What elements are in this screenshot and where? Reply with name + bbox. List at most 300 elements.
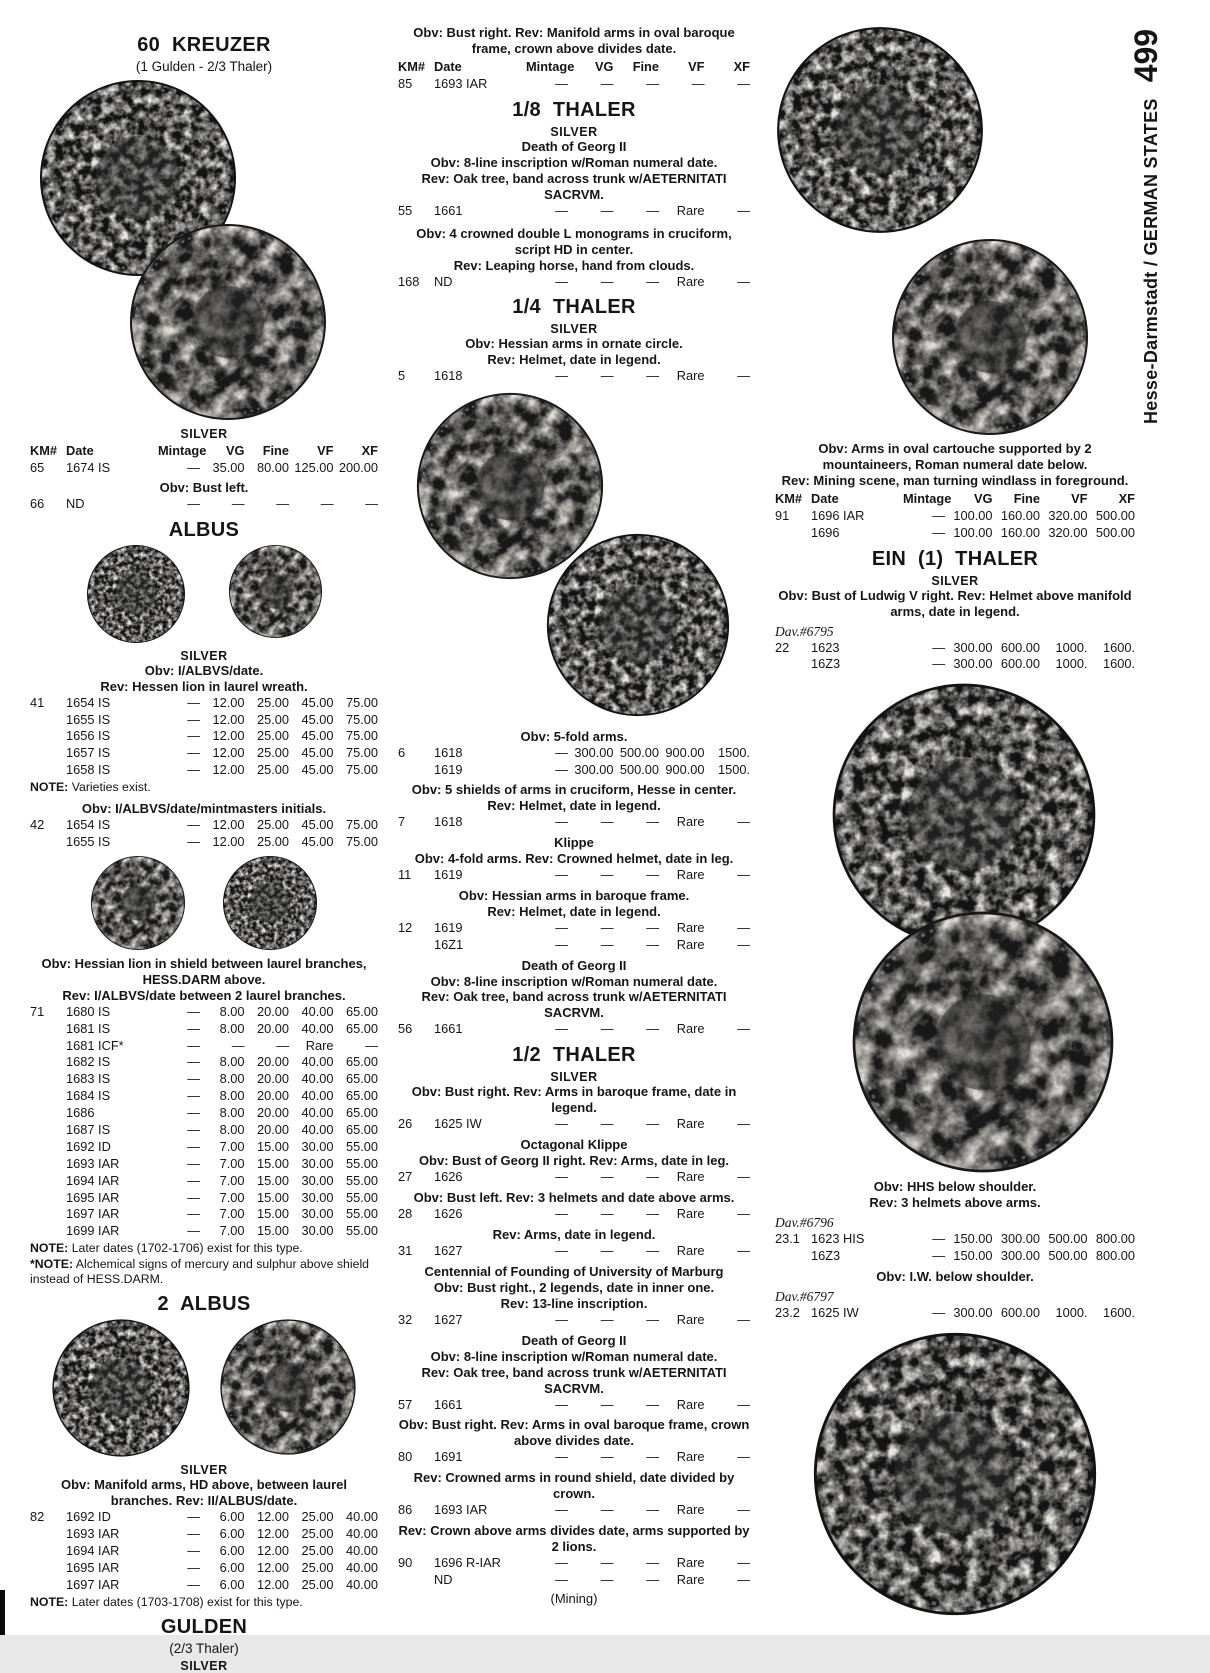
table-row [398, 368, 750, 385]
km-number: 31 [398, 1242, 413, 1258]
value-cell: 1000. [1055, 656, 1088, 672]
value-cell: 12.00 [212, 694, 245, 710]
value-cell: — [187, 1105, 200, 1121]
value-cell: 500.00 [619, 762, 659, 778]
value-cell: 800.00 [1095, 1231, 1135, 1247]
coin-image [86, 544, 186, 644]
coin-description: Rev: Oak tree, band across trunk w/AETERNITATI SACRVM. [421, 170, 727, 202]
price-table [30, 1509, 378, 1593]
section-title-albus: ALBUS [168, 518, 240, 541]
value-cell: 8.00 [219, 1105, 245, 1121]
value-cell: — [555, 814, 568, 830]
value-cell: 15.00 [256, 1155, 289, 1171]
coin-description: Rev: Helmet, date in legend. [487, 903, 661, 919]
value-cell: — [932, 507, 945, 523]
value-cell: — [555, 1206, 568, 1222]
value-cell: — [600, 1169, 614, 1185]
km-number [30, 1139, 66, 1156]
date-cell: 1684 IS [66, 1088, 111, 1104]
metal-label: SILVER [180, 1658, 228, 1673]
date-cell: 1683 IS [66, 1071, 111, 1087]
km-number: 23.1 [775, 1231, 800, 1247]
value-cell: 15.00 [256, 1172, 289, 1188]
section-title-2-albus: 2 ALBUS [157, 1293, 251, 1316]
shape-label: Klippe [554, 834, 594, 850]
price-table [398, 1397, 750, 1414]
date-cell: 1682 IS [66, 1054, 111, 1070]
value-cell: — [600, 368, 614, 384]
value-cell: — [737, 1116, 750, 1132]
km-number: 57 [398, 1396, 413, 1412]
table-row [30, 1105, 378, 1122]
km-number: 82 [30, 1509, 45, 1525]
value-cell: — [187, 1054, 200, 1070]
km-number [30, 745, 66, 762]
coin-description: Obv: Bust right., 2 legends, date in inner one. [433, 1279, 715, 1295]
table-row [30, 834, 378, 851]
coin-description: Obv: Hessian lion in shield between laurel branches, HESS.DARM above. [41, 955, 367, 987]
km-number [30, 1577, 66, 1594]
value-cell: Rare [676, 273, 705, 289]
value-cell: 55.00 [345, 1172, 378, 1188]
value-cell: 45.00 [301, 711, 334, 727]
value-cell: Rare [676, 1555, 705, 1571]
value-cell: — [646, 1169, 659, 1185]
value-cell: — [187, 1003, 200, 1019]
km-number: 86 [398, 1502, 413, 1518]
metal-label: SILVER [931, 573, 979, 588]
value-cell: Rare [676, 1572, 705, 1588]
km-number: 12 [398, 919, 413, 935]
km-number [398, 937, 434, 954]
km-number: 11 [398, 866, 412, 882]
km-number [398, 762, 434, 779]
value-cell: 40.00 [301, 1071, 334, 1087]
value-cell: — [737, 202, 750, 218]
date-cell: ND [66, 495, 85, 511]
price-table [398, 814, 750, 831]
date-cell: 1619 [434, 919, 463, 935]
value-cell: — [555, 368, 568, 384]
price-table [30, 460, 378, 477]
coin-description: Obv: Arms in oval cartouche supported by 2 mountaineers, Roman numeral date below. [818, 441, 1092, 472]
value-cell: 12.00 [212, 728, 245, 744]
price-table [398, 1116, 750, 1133]
date-cell: 1623 HIS [811, 1231, 865, 1247]
value-cell: 25.00 [301, 1576, 334, 1592]
date-cell: 1694 IAR [66, 1172, 120, 1188]
table-row [398, 745, 750, 762]
value-cell: 25.00 [301, 1509, 334, 1525]
value-cell: — [187, 1138, 200, 1154]
value-cell: 320.00 [1048, 524, 1088, 540]
coin-description: Obv: Hessian arms in baroque frame. [458, 887, 690, 903]
value-cell: 20.00 [256, 1003, 289, 1019]
date-cell: 1696 R-IAR [434, 1555, 501, 1571]
km-number: 22 [775, 639, 790, 655]
value-cell: — [555, 936, 568, 952]
value-cell: 20.00 [256, 1054, 289, 1070]
value-cell: 40.00 [345, 1543, 378, 1559]
value-cell: 40.00 [301, 1054, 334, 1070]
value-cell: — [187, 1189, 200, 1205]
date-cell: 1626 [434, 1206, 463, 1222]
km-number [30, 1038, 66, 1055]
value-cell: 6.00 [219, 1509, 245, 1525]
value-cell: — [555, 1021, 568, 1037]
value-cell: 20.00 [256, 1071, 289, 1087]
coin-photo-group [398, 391, 750, 725]
value-cell: — [555, 1502, 568, 1518]
value-cell: — [555, 1555, 568, 1571]
coin-image [890, 237, 1090, 437]
value-cell: — [737, 75, 750, 91]
km-number: 80 [398, 1449, 413, 1465]
coin-photo-group [30, 544, 378, 646]
date-cell: 1618 [434, 814, 463, 830]
value-cell: — [555, 745, 568, 761]
value-cell: 65.00 [345, 1122, 378, 1138]
table-row [775, 1248, 1135, 1265]
value-cell: — [646, 202, 659, 218]
date-cell: 1619 [434, 866, 463, 882]
value-cell: 300.00 [574, 762, 614, 778]
value-cell: 30.00 [301, 1189, 334, 1205]
coin-description: Obv: I/ALBVS/date. [144, 662, 264, 678]
value-cell: — [600, 75, 614, 91]
value-cell: — [737, 1449, 750, 1465]
coin-image [128, 222, 328, 422]
note: *NOTE: Alchemical signs of mercury and sulphur above shield instead of HESS.DARM. [30, 1257, 370, 1287]
price-table [775, 640, 1135, 674]
value-cell: — [555, 1396, 568, 1412]
table-row [775, 640, 1135, 657]
value-cell: 160.00 [1000, 524, 1040, 540]
date-cell: 1695 IAR [66, 1559, 120, 1575]
value-cell: 800.00 [1095, 1248, 1135, 1264]
coin-description: Obv: 8-line inscription w/Roman numeral date. [430, 1348, 718, 1364]
value-cell: 25.00 [256, 817, 289, 833]
date-cell: 1697 IAR [66, 1206, 120, 1222]
table-row [398, 814, 750, 831]
value-cell: — [600, 919, 614, 935]
date-cell: ND [434, 273, 453, 289]
coin-description: Rev: Oak tree, band across trunk w/AETERNITATI SACRVM. [421, 989, 727, 1021]
coin-description: Obv: Bust left. [159, 479, 249, 495]
value-cell: 500.00 [1095, 507, 1135, 523]
value-cell: 25.00 [256, 711, 289, 727]
date-cell: 1625 IW [811, 1305, 859, 1321]
value-cell: Rare [676, 1502, 705, 1518]
value-cell: 25.00 [256, 745, 289, 761]
date-cell: 1619 [434, 762, 463, 778]
coin-description: Obv: Bust right. Rev: Arms in baroque frame, date in legend. [411, 1084, 737, 1116]
value-cell: — [646, 919, 659, 935]
date-cell: 1658 IS [66, 762, 111, 778]
value-cell: 65.00 [345, 1071, 378, 1087]
value-cell: 12.00 [212, 745, 245, 761]
value-cell: 300.00 [1000, 1248, 1040, 1264]
value-cell: 65.00 [345, 1088, 378, 1104]
value-cell: — [276, 1037, 289, 1053]
value-cell: 20.00 [256, 1122, 289, 1138]
value-cell: 300.00 [953, 1305, 993, 1321]
km-number: 66 [30, 495, 45, 511]
coin-image [90, 855, 186, 951]
value-cell: — [365, 495, 378, 511]
price-table [398, 920, 750, 954]
value-cell: 45.00 [301, 745, 334, 761]
value-cell: — [600, 1572, 614, 1588]
coin-description: Obv: Manifold arms, HD above, between laurel branches. Rev: II/ALBUS/date. [60, 1477, 348, 1509]
section-title-60-kreuzer: 60 KREUZER [137, 34, 271, 56]
date-cell: 16Z1 [434, 936, 464, 952]
value-cell: 12.00 [212, 833, 245, 849]
value-cell: — [646, 1311, 659, 1327]
value-cell: 15.00 [256, 1223, 289, 1239]
value-cell: 6.00 [219, 1559, 245, 1575]
date-cell: 1693 IAR [434, 75, 488, 91]
coin-description: Rev: Crowned arms in round shield, date divided by crown. [413, 1470, 735, 1502]
km-number [30, 834, 66, 851]
value-cell: — [737, 1021, 750, 1037]
km-number [775, 1248, 811, 1265]
table-row [398, 1397, 750, 1414]
value-cell: — [646, 1555, 659, 1571]
value-cell: 150.00 [953, 1231, 993, 1247]
km-number: 23.2 [775, 1305, 800, 1321]
value-cell: — [600, 1502, 614, 1518]
date-cell: 1692 ID [66, 1509, 111, 1525]
table-row [30, 695, 378, 712]
value-cell: Rare [676, 1169, 705, 1185]
date-cell: 1657 IS [66, 745, 111, 761]
km-number: 71 [30, 1003, 45, 1019]
value-cell: 125.00 [294, 459, 334, 475]
value-cell: Rare [676, 202, 705, 218]
coin-photo-group [775, 681, 1135, 1175]
value-cell: — [187, 711, 200, 727]
coin-description: Obv: Bust right. Rev: Manifold arms in oval baroque frame, crown above divides date. [413, 25, 735, 56]
date-cell: 1627 [434, 1311, 463, 1327]
value-cell: 45.00 [301, 762, 334, 778]
km-number: 42 [30, 817, 45, 833]
coin-description: Rev: 13-line inscription. [500, 1295, 648, 1311]
price-table [775, 508, 1135, 542]
value-cell: — [187, 1172, 200, 1188]
shape-label: Octagonal Klippe [520, 1137, 628, 1153]
value-cell: 75.00 [345, 817, 378, 833]
value-cell: 320.00 [1048, 507, 1088, 523]
table-row [398, 762, 750, 779]
value-cell: 12.00 [256, 1526, 289, 1542]
value-cell: — [555, 1116, 568, 1132]
coin-description: Obv: 8-line inscription w/Roman numeral date. [430, 154, 718, 170]
value-cell: — [187, 1206, 200, 1222]
coin-image [219, 1318, 357, 1456]
price-table [398, 1169, 750, 1186]
coin-description: Obv: 4 crowned double L monograms in cruciform, script HD in center. [416, 225, 732, 257]
value-cell: 20.00 [256, 1020, 289, 1036]
table-row [30, 1071, 378, 1088]
table-row [30, 745, 378, 762]
price-table [775, 1305, 1135, 1322]
km-number: 90 [398, 1555, 413, 1571]
right-column [775, 0, 1135, 1618]
table-row [398, 867, 750, 884]
km-number: 32 [398, 1311, 413, 1327]
value-cell: 6.00 [219, 1543, 245, 1559]
date-cell: 16Z3 [811, 656, 841, 672]
value-cell: — [555, 202, 568, 218]
value-cell: Rare [676, 368, 705, 384]
value-cell: — [646, 936, 659, 952]
date-cell: 1618 [434, 368, 463, 384]
value-cell: Rare [676, 919, 705, 935]
value-cell: — [646, 1242, 659, 1258]
metal-label: SILVER [550, 322, 598, 337]
value-cell: — [187, 694, 200, 710]
date-cell: 1623 [811, 639, 840, 655]
value-cell: — [737, 1572, 750, 1588]
date-cell: 1693 IAR [66, 1526, 120, 1542]
value-cell: 1600. [1102, 656, 1135, 672]
value-cell: — [646, 1572, 659, 1588]
value-cell: 6.00 [219, 1576, 245, 1592]
table-row [398, 1206, 750, 1223]
value-cell: 65.00 [345, 1020, 378, 1036]
coin-description: Obv: I.W. below shoulder. [876, 1269, 1034, 1285]
value-cell: — [187, 817, 200, 833]
section-title-eighth-thaler: 1/8 THALER [512, 98, 636, 121]
km-number [30, 1105, 66, 1122]
value-cell: 45.00 [301, 817, 334, 833]
value-cell: — [187, 1071, 200, 1087]
value-cell: 1600. [1102, 1305, 1135, 1321]
coin-description: Obv: Bust right. Rev: Arms in oval baroque frame, crown above divides date. [398, 1417, 750, 1449]
table-row [30, 762, 378, 779]
value-cell: — [737, 1206, 750, 1222]
value-cell: 55.00 [345, 1206, 378, 1222]
value-cell: 500.00 [1048, 1231, 1088, 1247]
date-cell: 1693 IAR [66, 1155, 120, 1171]
value-cell: 40.00 [345, 1526, 378, 1542]
km-number [30, 1223, 66, 1240]
km-number [30, 1156, 66, 1173]
km-number: 65 [30, 459, 45, 475]
metal-label: SILVER [180, 427, 228, 441]
value-cell: 7.00 [219, 1172, 245, 1188]
table-row [398, 937, 750, 954]
value-cell: — [600, 866, 614, 882]
value-cell: 1500. [717, 745, 750, 761]
date-cell: 1661 [434, 1021, 463, 1037]
table-row [775, 508, 1135, 525]
km-number [30, 1122, 66, 1139]
table-row [398, 1116, 750, 1133]
value-cell: — [737, 814, 750, 830]
davenport-number: Dav.#6796 [775, 1215, 834, 1231]
value-cell: 600.00 [1000, 639, 1040, 655]
value-cell: 900.00 [665, 745, 705, 761]
price-table [398, 1502, 750, 1519]
price-table [30, 695, 378, 779]
margin-title: Hesse-Darmstadt / GERMAN STATES [1141, 98, 1161, 424]
coin-description: Rev: Hessen lion in laurel wreath. [100, 678, 308, 694]
value-cell: — [737, 368, 750, 384]
value-cell: — [646, 1449, 659, 1465]
value-cell: Rare [676, 1449, 705, 1465]
table-row [30, 1173, 378, 1190]
value-cell: 300.00 [953, 656, 993, 672]
value-cell: — [555, 919, 568, 935]
km-number: 91 [775, 507, 790, 523]
km-number [30, 762, 66, 779]
value-cell: 65.00 [345, 1003, 378, 1019]
value-cell: 100.00 [953, 524, 993, 540]
table-row [775, 1231, 1135, 1248]
km-number: 41 [30, 694, 45, 710]
price-table [398, 867, 750, 884]
value-cell: — [737, 1502, 750, 1518]
metal-label: SILVER [550, 124, 598, 139]
date-cell: 1626 [434, 1169, 463, 1185]
date-cell: 1618 [434, 745, 463, 761]
date-cell: 1655 IS [66, 833, 111, 849]
value-cell: 40.00 [345, 1576, 378, 1592]
value-cell: 75.00 [345, 745, 378, 761]
km-number: 168 [398, 273, 420, 289]
table-row [398, 1572, 750, 1589]
value-cell: — [555, 1449, 568, 1465]
value-cell: — [600, 936, 614, 952]
section-title-ein-thaler: EIN (1) THALER [871, 547, 1039, 570]
value-cell: 1500. [717, 762, 750, 778]
value-cell: 30.00 [301, 1172, 334, 1188]
km-number [30, 1206, 66, 1223]
km-number: 7 [398, 814, 406, 830]
value-cell: 25.00 [256, 833, 289, 849]
value-cell: 55.00 [345, 1138, 378, 1154]
value-cell: 7.00 [219, 1155, 245, 1171]
coin-image [811, 1330, 1099, 1618]
date-cell: ND [434, 1572, 453, 1588]
date-cell: 1680 IS [66, 1003, 111, 1019]
value-cell: 1000. [1055, 639, 1088, 655]
value-cell: — [555, 1572, 568, 1588]
value-cell: — [555, 1242, 568, 1258]
km-number [30, 1526, 66, 1543]
date-cell: 1693 IAR [434, 1502, 488, 1518]
value-cell: 15.00 [256, 1189, 289, 1205]
value-cell: 30.00 [301, 1223, 334, 1239]
date-cell: 1696 IAR [811, 507, 865, 523]
table-row [30, 1223, 378, 1240]
section-subtitle-60-kreuzer: (1 Gulden - 2/3 Thaler) [135, 59, 273, 74]
value-cell: 55.00 [345, 1223, 378, 1239]
table-row [398, 1555, 750, 1572]
value-cell: 7.00 [219, 1223, 245, 1239]
value-cell: — [231, 495, 245, 511]
value-cell: 12.00 [256, 1559, 289, 1575]
value-cell: Rare [305, 1037, 334, 1053]
table-row [30, 1526, 378, 1543]
date-cell: 1627 [434, 1242, 463, 1258]
value-cell: 15.00 [256, 1206, 289, 1222]
commemorative-label: Death of Georg II [521, 138, 627, 154]
value-cell: 600.00 [1000, 1305, 1040, 1321]
value-cell: 160.00 [1000, 507, 1040, 523]
